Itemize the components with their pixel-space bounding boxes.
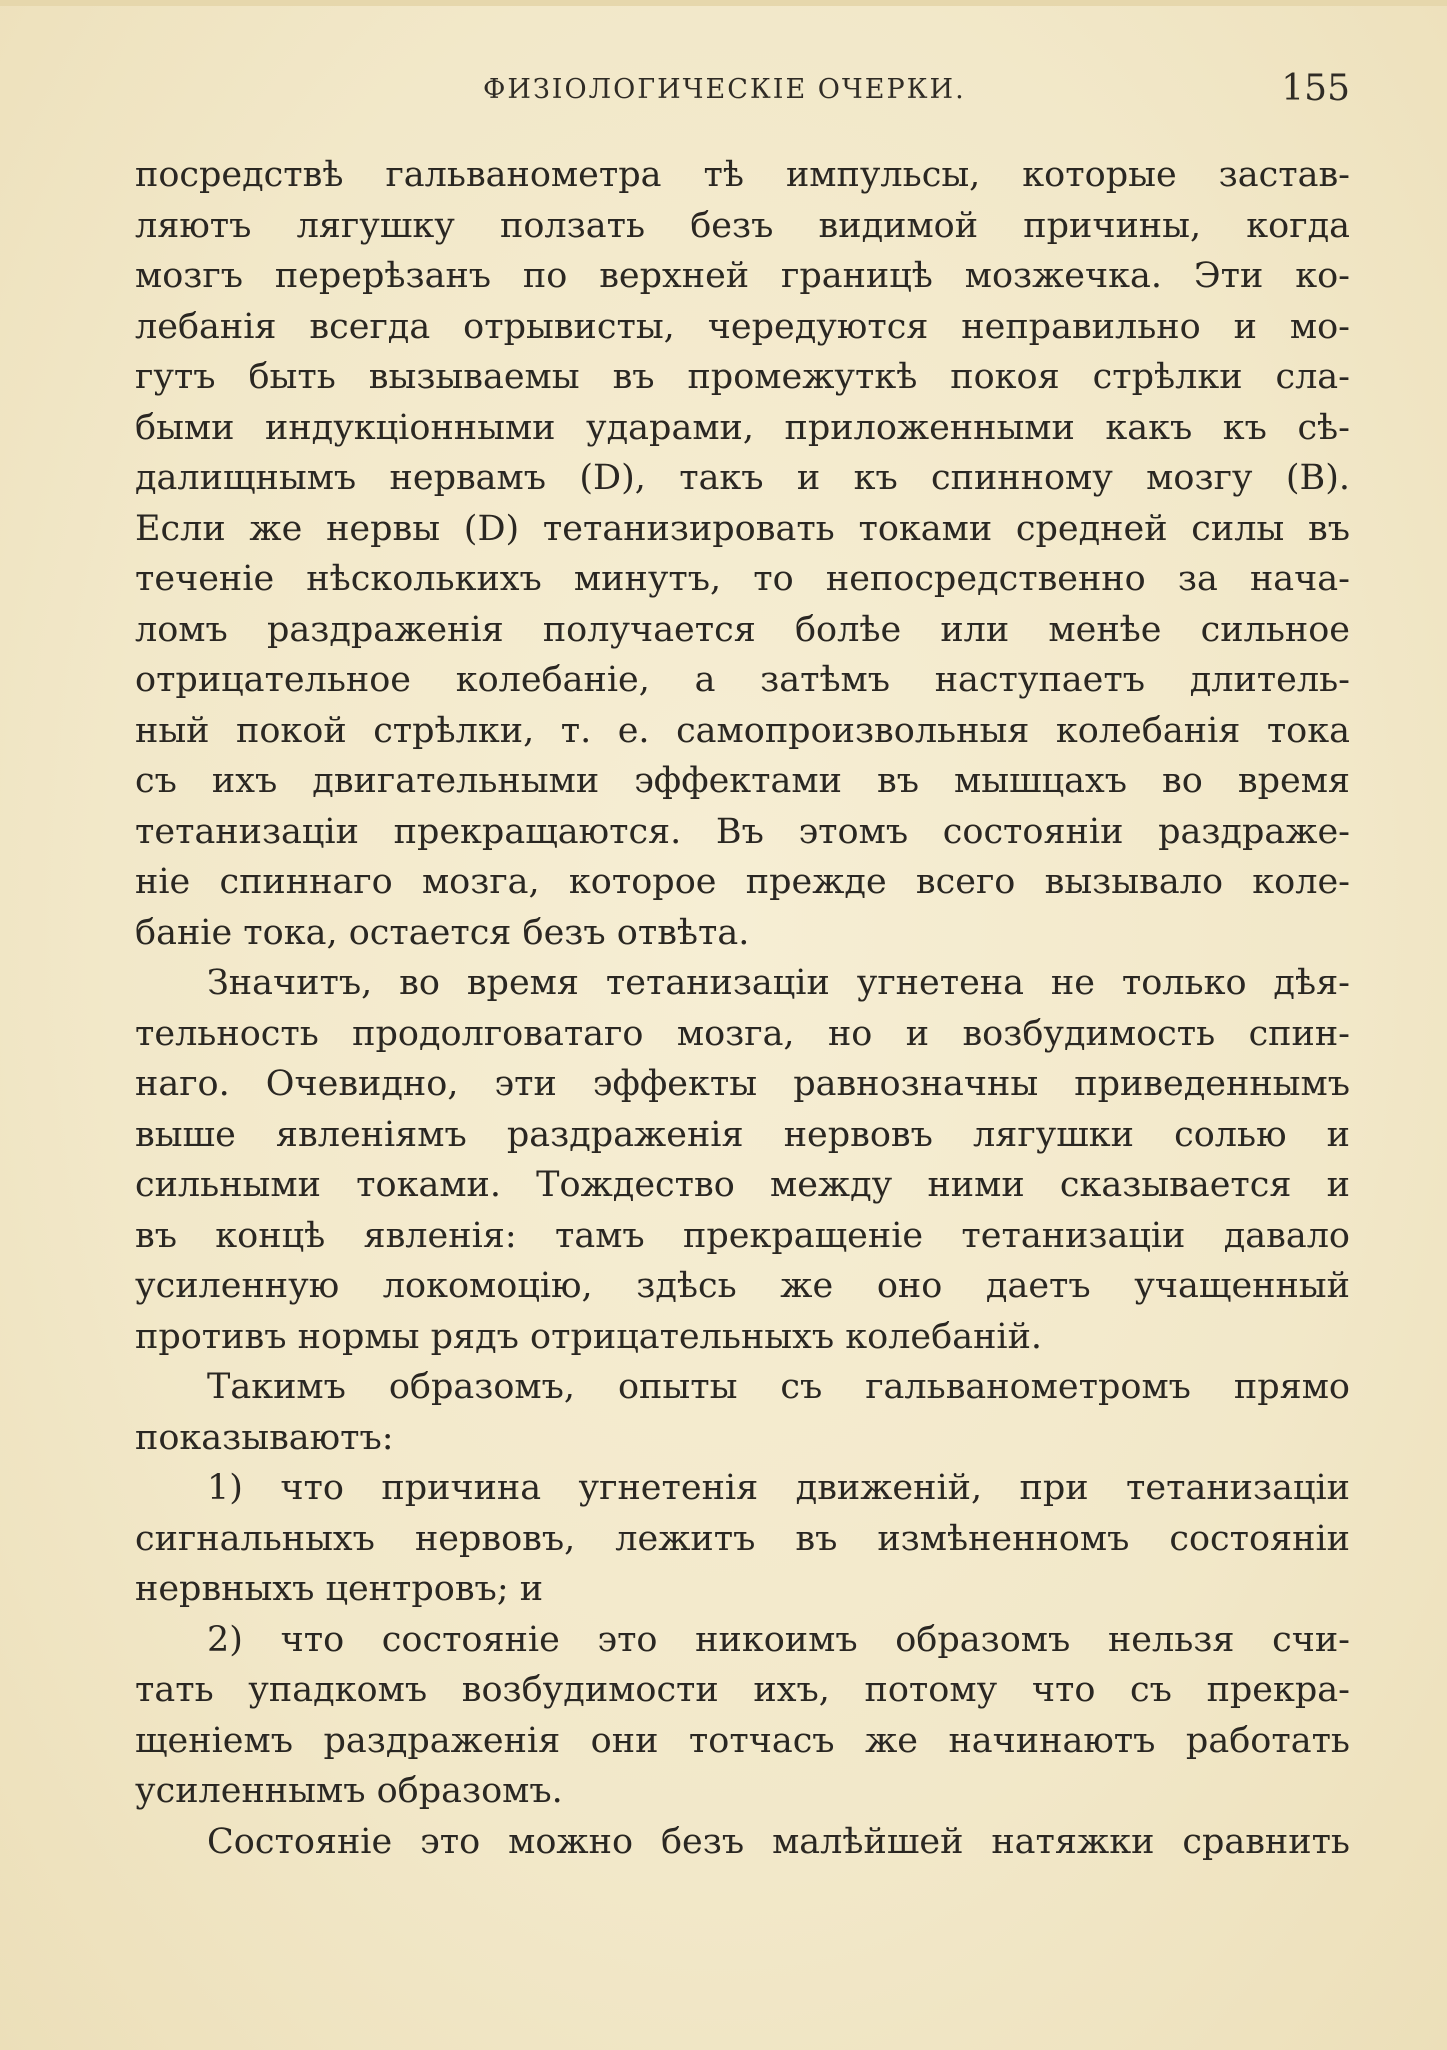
text-line: сигнальныхъ нервовъ, лежитъ въ измѣненномъ состояніи (135, 1518, 1350, 1559)
text-line: сильными токами. Тождество между ними сказывается и (135, 1165, 1350, 1205)
page-number: 155 (1281, 68, 1350, 109)
running-title: ФИЗІОЛОГИЧЕСКІЕ ОЧЕРКИ. (483, 74, 966, 105)
text-line: ляютъ лягушку ползать безъ видимой причины, когда (135, 205, 1350, 246)
text-line: отрицательное колебаніе, а затѣмъ наступаетъ длитель- (135, 660, 1350, 700)
text-line: далищнымъ нервамъ (D), такъ и къ спинному мозгу (B). (135, 458, 1350, 498)
text-line: ный покой стрѣлки, т. е. самопроизвольныя колебанія тока (135, 710, 1350, 751)
text-line: наго. Очевидно, эти эффекты равнозначны приведеннымъ (135, 1064, 1350, 1104)
text-line: 1) что причина угнетенія движеній, при тетанизаціи (207, 1468, 1350, 1508)
text-line: тетанизаціи прекращаются. Въ этомъ состояніи раздраже- (135, 811, 1350, 852)
text-line: Такимъ образомъ, опыты съ гальванометромъ прямо (207, 1367, 1350, 1407)
text-line: усиленнымъ образомъ. (135, 1771, 563, 1811)
text-line: въ концѣ явленія: тамъ прекращеніе тетанизаціи давало (135, 1215, 1350, 1256)
text-line: тать упадкомъ возбудимости ихъ, потому что съ прекра- (135, 1670, 1350, 1710)
text-line: выше явленіямъ раздраженія нервовъ лягушки солью и (135, 1114, 1350, 1155)
text-line: щеніемъ раздраженія они тотчасъ же начинаютъ работать (135, 1720, 1350, 1761)
text-line: гутъ быть вызываемы въ промежуткѣ покоя стрѣлки сла- (135, 357, 1350, 397)
text-line: противъ нормы рядъ отрицательныхъ колебаній. (135, 1316, 1043, 1357)
text-line: теченіе нѣсколькихъ минутъ, то непосредственно за нача- (135, 559, 1350, 599)
text-line: ніе спиннаго мозга, которое прежде всего вызывало коле- (135, 862, 1350, 902)
text-line: посредствѣ гальванометра тѣ импульсы, которые застав- (135, 155, 1350, 195)
text-line: показываютъ: (135, 1417, 394, 1458)
text-line: быми индукціонными ударами, приложенными какъ къ сѣ- (135, 407, 1350, 448)
text-line: Состояніе это можно безъ малѣйшей натяжки сравнить (207, 1821, 1350, 1862)
text-line: баніе тока, остается безъ отвѣта. (135, 912, 750, 953)
text-line: тельность продолговатаго мозга, но и возбудимость спин- (135, 1013, 1350, 1054)
text-line: съ ихъ двигательными эффектами въ мышцахъ во время (135, 761, 1350, 801)
text-line: Если же нервы (D) тетанизировать токами средней силы въ (135, 508, 1350, 549)
text-line: мозгъ перерѣзанъ по верхней границѣ мозжечка. Эти ко- (135, 256, 1350, 296)
page-header (135, 68, 1350, 118)
text-line: Значитъ, во время тетанизаціи угнетена не только дѣя- (207, 963, 1350, 1003)
text-line: лебанія всегда отрывисты, чередуются неправильно и мо- (135, 306, 1350, 347)
body-text (135, 150, 1350, 1867)
text-line: ломъ раздраженія получается болѣе или менѣе сильное (135, 609, 1350, 650)
text-line: 2) что состояніе это никоимъ образомъ нельзя счи- (207, 1619, 1350, 1660)
text-line: нервныхъ центровъ; и (135, 1569, 544, 1609)
text-line: усиленную локомоцію, здѣсь же оно даетъ учащенный (135, 1266, 1350, 1306)
page-top-edge (0, 0, 1447, 6)
